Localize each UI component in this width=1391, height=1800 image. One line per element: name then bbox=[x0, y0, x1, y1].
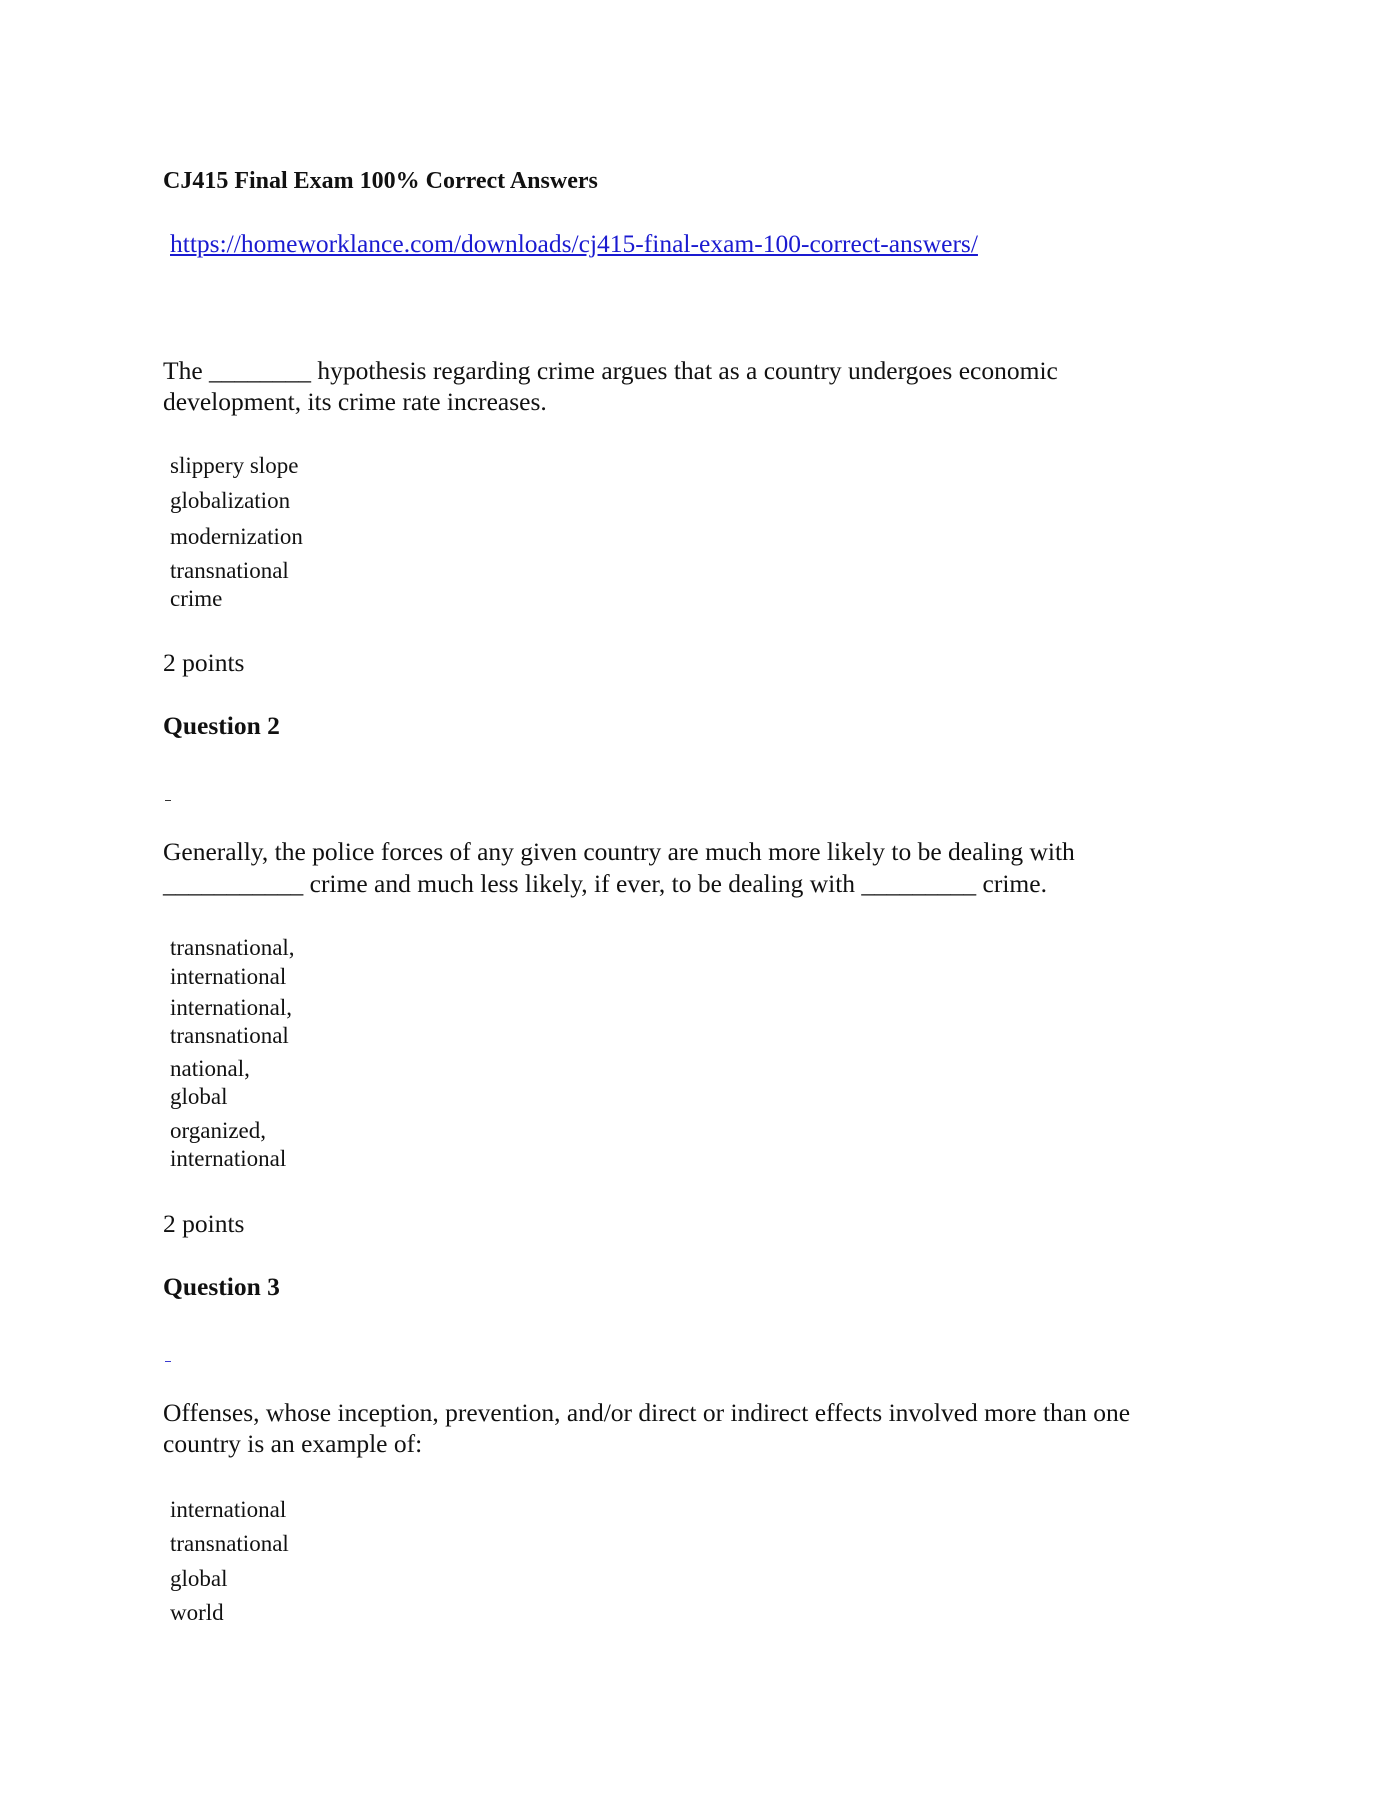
question-2-heading: Question 2 bbox=[163, 711, 280, 740]
answer-option: transnational, bbox=[170, 935, 295, 960]
question-1-text-line: The ________ hypothesis regarding crime argues that as a country undergoes economic bbox=[163, 356, 1058, 385]
answer-option: world bbox=[170, 1600, 224, 1625]
answer-option: global bbox=[170, 1084, 228, 1109]
answer-option: transnational bbox=[170, 1531, 289, 1556]
question-3-text-line: Offenses, whose inception, prevention, and/or direct or indirect effects involved more than one bbox=[163, 1398, 1131, 1427]
question-2-text-line: ___________ crime and much less likely, if ever, to be dealing with _________ crime. bbox=[163, 869, 1047, 898]
answer-option: international bbox=[170, 964, 287, 989]
points-label: 2 points bbox=[163, 1209, 245, 1238]
download-link[interactable]: https://homeworklance.com/downloads/cj415-final-exam-100-correct-answers/ bbox=[170, 229, 978, 258]
answer-option: international, bbox=[170, 995, 292, 1020]
question-2-text-line: Generally, the police forces of any given country are much more likely to be dealing with bbox=[163, 837, 1075, 866]
answer-option: organized, bbox=[170, 1118, 267, 1143]
answer-option: international bbox=[170, 1497, 287, 1522]
answer-option: international bbox=[170, 1146, 287, 1171]
answer-option: slippery slope bbox=[170, 453, 299, 478]
answer-option: national, bbox=[170, 1056, 250, 1081]
question-3-dash bbox=[165, 1361, 171, 1362]
answer-option: global bbox=[170, 1566, 228, 1591]
points-label: 2 points bbox=[163, 648, 245, 677]
answer-option: transnational bbox=[170, 1023, 289, 1048]
answer-option: crime bbox=[170, 586, 223, 611]
answer-option: transnational bbox=[170, 558, 289, 583]
question-3-heading: Question 3 bbox=[163, 1272, 280, 1301]
answer-option: globalization bbox=[170, 488, 291, 513]
question-1-text-line: development, its crime rate increases. bbox=[163, 387, 547, 416]
question-3-text-line: country is an example of: bbox=[163, 1429, 423, 1458]
document-title: CJ415 Final Exam 100% Correct Answers bbox=[163, 168, 598, 194]
question-2-dash bbox=[165, 800, 171, 801]
answer-option: modernization bbox=[170, 524, 303, 549]
